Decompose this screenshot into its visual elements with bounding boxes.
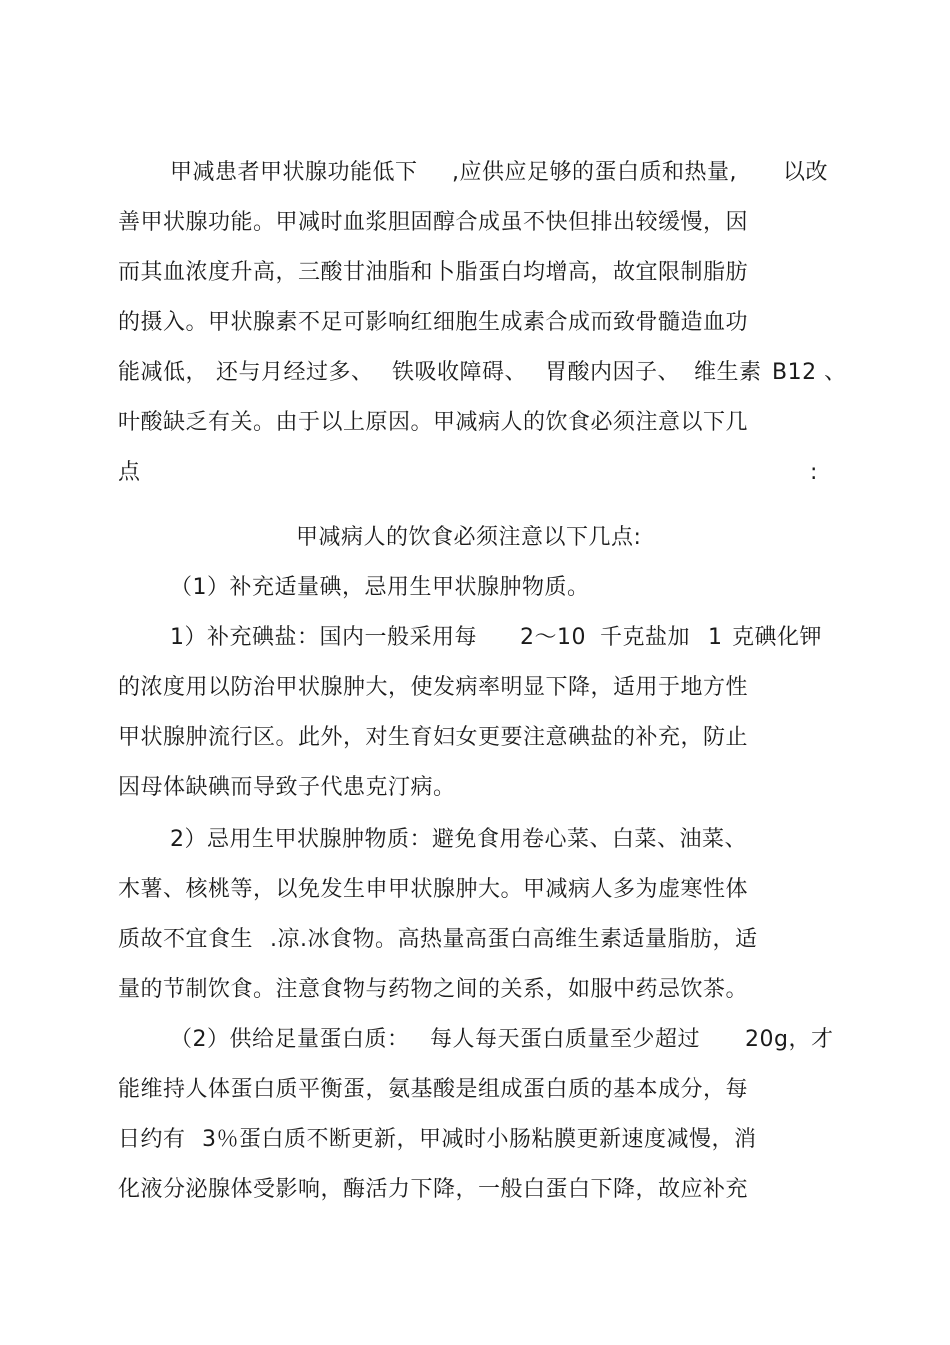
section1-item1-line3: 甲状腺肿流行区。此外，对生育妇女更要注意碘盐的补充，防止	[118, 725, 749, 750]
section1-item1-line4: 因母体缺碘而导致子代患克汀病。	[118, 775, 456, 800]
paragraph1-line7-a: 点	[118, 460, 141, 485]
section2-line3-a: 日约有	[118, 1127, 186, 1152]
paragraph1-line1-c: 以改	[783, 160, 829, 185]
paragraph1-line6: 叶酸缺乏有关。由于以上原因。甲减病人的饮食必须注意以下几	[118, 410, 749, 435]
section1-item1-line1-e: 克碘化钾	[732, 625, 823, 650]
section1-title: （1）补充适量碘，忌用生甲状腺肿物质。	[170, 575, 590, 600]
section2-line4: 化液分泌腺体受影响，酶活力下降，一般白蛋白下降，故应补充	[118, 1177, 749, 1202]
section1-item1-line1-b: 2～10	[520, 625, 586, 650]
section2-line1-b: 每人每天蛋白质量至少超过	[430, 1027, 701, 1052]
paragraph1-line5-a: 能减低，	[118, 360, 209, 385]
section2-line1-c: 20g，才	[745, 1027, 834, 1052]
section-heading: 甲减病人的饮食必须注意以下几点:	[296, 525, 642, 550]
section2-line2: 能维持人体蛋白质平衡蛋，氨基酸是组成蛋白质的基本成分，每	[118, 1077, 749, 1102]
paragraph1-line5-c: 铁吸收障碍、	[392, 360, 528, 385]
section1-item1-line1-d: 1	[708, 625, 723, 650]
paragraph1-line3: 而其血浓度升高，三酸甘油脂和卜脂蛋白均增高，故宜限制脂肪	[118, 260, 749, 285]
paragraph1-line4: 的摄入。甲状腺素不足可影响红细胞生成素合成而致骨髓造血功	[118, 310, 749, 335]
section1-item2-line3-b: .凉.冰食物。高热量高蛋白高维生素适量脂肪，适	[270, 927, 758, 952]
section1-item2-line4: 量的节制饮食。注意食物与药物之间的关系，如服中药忌饮茶。	[118, 977, 749, 1002]
paragraph1-line5-b: 还与月经过多、	[216, 360, 374, 385]
section1-item1-line1-c: 千克盐加	[600, 625, 691, 650]
section1-item1-line1-a: 1）补充碘盐：国内一般采用每	[170, 625, 477, 650]
paragraph1-line5-f: B12 、	[772, 360, 847, 385]
section2-line3-b: 3％蛋白质不断更新，甲减时小肠粘膜更新速度减慢，消	[202, 1127, 757, 1152]
section1-item2-line3-a: 质故不宜食生	[118, 927, 254, 952]
paragraph1-line7-b: :	[810, 460, 818, 485]
section1-item1-line2: 的浓度用以防治甲状腺肿大，使发病率明显下降，适用于地方性	[118, 675, 749, 700]
paragraph1-line2: 善甲状腺功能。甲减时血浆胆固醇合成虽不快但排出较缓慢，因	[118, 210, 749, 235]
paragraph1-line1-b: ,应供应足够的蛋白质和热量,	[452, 160, 737, 185]
paragraph1-line5-e: 维生素	[694, 360, 762, 385]
section1-item2-line2: 木薯、核桃等，以免发生申甲状腺肿大。甲减病人多为虚寒性体	[118, 877, 749, 902]
section1-item2-line1: 2）忌用生甲状腺肿物质：避免食用卷心菜、白菜、油菜、	[170, 827, 747, 852]
section2-line1-a: （2）供给足量蛋白质：	[170, 1027, 410, 1052]
paragraph1-line5-d: 胃酸内因子、	[545, 360, 681, 385]
paragraph1-line1-a: 甲减患者甲状腺功能低下	[170, 160, 418, 185]
